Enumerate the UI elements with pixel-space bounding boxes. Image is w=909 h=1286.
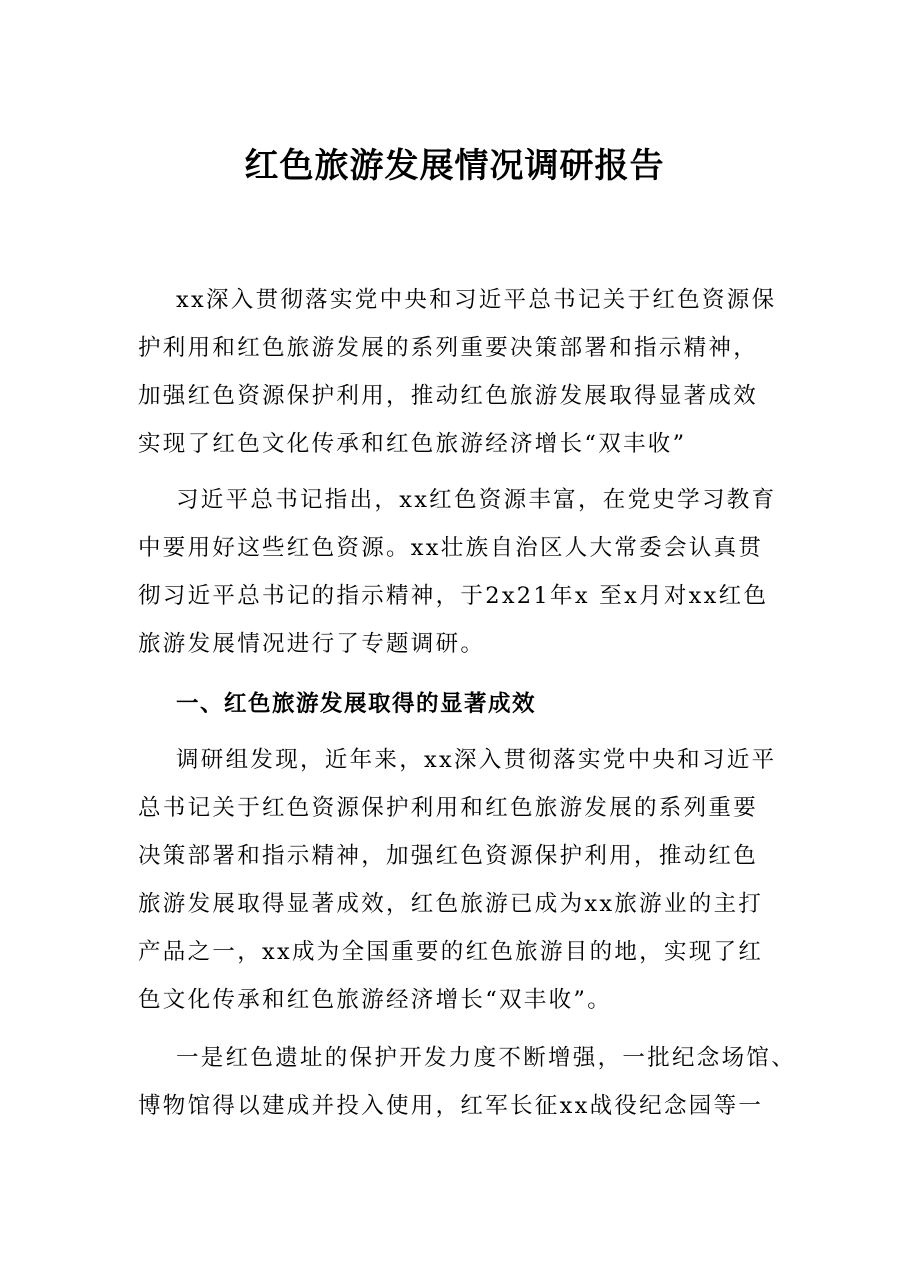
paragraph-line: 博物馆得以建成并投入使用，红军长征xx战役纪念园等一 (138, 1093, 764, 1119)
paragraph-background (138, 476, 778, 668)
paragraph-line: 彻习近平总书记的指示精神，于2x21年x 至x月对xx红色 (138, 583, 769, 609)
paragraph-line: xx深入贯彻落实党中央和习近平总书记关于红色资源保 (176, 287, 777, 313)
paragraph-line: 实现了红色文化传承和红色旅游经济增长“双丰收” (138, 431, 687, 457)
paragraph-line: 中要用好这些红色资源。xx壮族自治区人大常委会认真贯 (138, 535, 764, 561)
paragraph-intro (138, 276, 778, 468)
paragraph-line: 旅游发展情况进行了专题调研。 (138, 631, 486, 657)
paragraph-line: 调研组发现，近年来，xx深入贯彻落实党中央和习近平 (176, 747, 777, 773)
paragraph-point-one (138, 1034, 797, 1130)
paragraph-line: 色文化传承和红色旅游经济增长“双丰收”。 (138, 987, 613, 1013)
paragraph-line: 护利用和红色旅游发展的系列重要决策部署和指示精神， (138, 335, 759, 361)
paragraph-findings (138, 736, 778, 1024)
paragraph-line: 决策部署和指示精神，加强红色资源保护利用，推动红色 (138, 843, 759, 869)
document-title: 红色旅游发展情况调研报告 (244, 146, 665, 186)
paragraph-line: 一是红色遗址的保护开发力度不断增强，一批纪念场馆、 (176, 1045, 797, 1071)
section-heading: 一、红色旅游发展取得的显著成效 (176, 691, 537, 717)
paragraph-line: 加强红色资源保护利用，推动红色旅游发展取得显著成效 (138, 383, 759, 409)
paragraph-line: 旅游发展取得显著成效，红色旅游已成为xx旅游业的主打 (138, 891, 764, 917)
paragraph-line: 产品之一，xx成为全国重要的红色旅游目的地，实现了红 (138, 939, 764, 965)
paragraph-line: 习近平总书记指出，xx红色资源丰富，在党史学习教育 (176, 487, 777, 513)
paragraph-line: 总书记关于红色资源保护利用和红色旅游发展的系列重要 (138, 795, 759, 821)
